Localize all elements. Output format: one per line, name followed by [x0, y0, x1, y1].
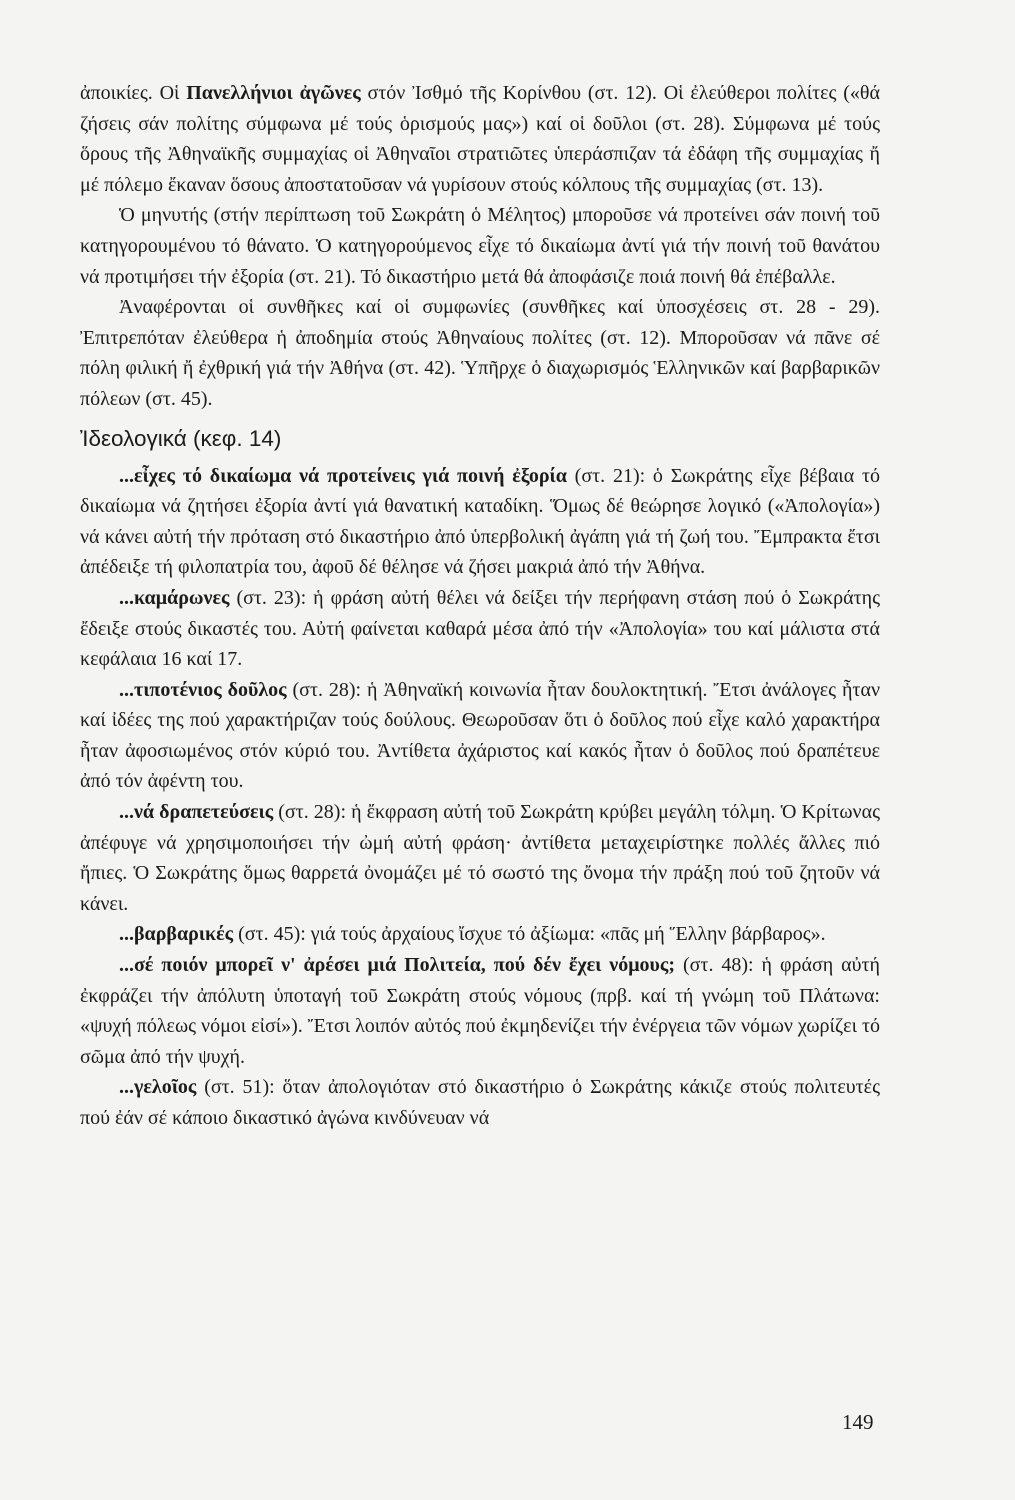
- entry-exile: ...εἶχες τό δικαίωμα νά προτείνεις γιά ποινή ἐξορία (στ. 21): ὁ Σωκράτης εἶχε βέβαια τό δικαίωμα νά ζητήσει ἐξορία ἀντί γιά θανατική καταδίκη. Ὅμως δέ θεώρησε λογικό («Ἀπολογία») νά κάνει αὐτή τήν πρόταση στό δικαστήριο ἀπό ὑπερβολική ἀγάπη γιά τή ζωή του. Ἔμπρακτα ἔτσι ἀπέδειξε τή φιλοπατρία του, ἀφοῦ δέ θέλησε νά ζήσει μακριά ἀπό τήν Ἀθήνα.: [80, 464, 880, 579]
- term-panhellenic-games: Πανελλήνιοι ἀγῶνες: [186, 82, 361, 104]
- paragraph-treaties: Ἀναφέρονται οἱ συνθῆκες καί οἱ συμφωνίες (συνθῆκες καί ὑποσχέσεις στ. 28 - 29). Ἐπιτρεπόταν ἐλεύθερα ἡ ἀποδημία στούς Ἀθηναίους πολίτες (στ. 12). Μποροῦσαν νά πᾶνε σέ πόλη φιλική ἤ ἐχθρική γιά τήν Ἀθήνα (στ. 42). Ὑπῆρχε ὁ διαχωρισμός Ἑλληνικῶν καί βαρβαρικῶν πόλεων (στ. 45).: [80, 296, 880, 410]
- entry-slave: ...τιποτένιος δοῦλος (στ. 28): ἡ Ἀθηναϊκή κοινωνία ἦταν δουλοκτητική. Ἔτσι ἀνάλογες ἦταν καί ἰδέες της πού χαρακτήριζαν τούς δούλους. Θεωροῦσαν ὅτι ὁ δοῦλος πού εἶχε καλό χαρακτήρα ἦταν ἀφοσιωμένος στόν κύριό του. Ἀντίθετα ἀχάριστος καί κακός ἦταν ὁ δοῦλος πού δραπέτευε ἀπό τόν ἀφέντη του.: [80, 678, 880, 793]
- paragraph-colonies: ἀποικίες. Οἱ Πανελλήνιοι ἀγῶνες στόν Ἰσθμό τῆς Κορίνθου (στ. 12). Οἱ ἐλεύθεροι πολίτες («θά ζήσεις σάν πολίτης σύμφωνα μέ τούς ὁρισμούς μας») καί οἱ δοῦλοι (στ. 28). Σύμφωνα μέ τούς ὅρους τῆς Ἀθηναϊκῆς συμμαχίας οἱ Ἀθηναῖοι στρατιῶτες ὑπεράσπιζαν τά ἐδάφη τῆς συμμαχίας ἤ μέ πόλεμο ἔκαναν ὅσους ἀποστατοῦσαν νά γυρίσουν στούς κόλπους τῆς συμμαχίας (στ. 13).: [80, 82, 880, 196]
- entry-barbarian: ...βαρβαρικές (στ. 45): γιά τούς ἀρχαίους ἴσχυε τό ἀξίωμα: «πᾶς μή Ἕλλην βάρβαρος».: [119, 923, 826, 946]
- paragraph-informer: Ὁ μηνυτής (στήν περίπτωση τοῦ Σωκράτη ὁ Μέλητος) μποροῦσε νά προτείνει σάν ποινή τοῦ κατηγορουμένου τό θάνατο. Ὁ κατηγορούμενος εἶχε τό δικαίωμα ἀντί γιά τήν ποινή τοῦ θανάτου νά προτιμήσει τήν ἐξορία (στ. 21). Τό δικαστήριο μετά θά ἀποφάσιζε ποιά ποινή θά ἐπέβαλλε.: [80, 204, 880, 288]
- entry-pride: ...καμάρωνες (στ. 23): ἡ φράση αὐτή θέλει νά δείξει τήν περήφανη στάση πού ὁ Σωκράτης ἔδειξε στούς δικαστές του. Αὐτή φαίνεται καθαρά μέσα ἀπό τήν «Ἀπολογία» του καί μάλιστα στά κεφάλαια 16 καί 17.: [80, 586, 880, 671]
- entry-ridiculous: ...γελοῖος (στ. 51): ὅταν ἀπολογιόταν στό δικαστήριο ὁ Σωκράτης κάκιζε στούς πολιτευτές πού ἐάν σέ κάποιο δικαστικό ἀγώνα κινδύνευαν νά: [80, 1076, 880, 1129]
- body-text: [80, 78, 880, 1134]
- entry-escape: ...νά δραπετεύσεις (στ. 28): ἡ ἔκφραση αὐτή τοῦ Σωκράτη κρύβει μεγάλη τόλμη. Ὁ Κρίτωνας ἀπέφυγε νά χρησιμοποιήσει τήν ὠμή αὐτή φράση· ἀντίθετα μεταχειρίστηκε πολλές ἄλλες πιό ἤπιες. Ὁ Σωκράτης ὅμως θαρρετά ὀνομάζει μέ τό σωστό της ὄνομα τήν πράξη πού τοῦ ζητοῦν νά κάνει.: [80, 801, 880, 915]
- page-number: 149: [842, 1410, 874, 1434]
- section-heading: Ἰδεολογικά (κεφ. 14): [80, 425, 282, 451]
- entry-laws: ...σέ ποιόν μπορεῖ ν' ἀρέσει μιά Πολιτεία, πού δέν ἔχει νόμους; (στ. 48): ἡ φράση αὐτή ἐκφράζει τήν ἀπόλυτη ὑποταγή τοῦ Σωκράτη στούς νόμους (πρβ. καί τή γνώμη τοῦ Πλάτωνα: «ψυχή πόλεως νόμοι εἰσί»). Ἔτσι λοιπόν αὐτός πού ἐκμηδενίζει τήν ἐνέργεια τῶν νόμων χωρίζει τό σῶμα ἀπό τήν ψυχή.: [80, 954, 880, 1068]
